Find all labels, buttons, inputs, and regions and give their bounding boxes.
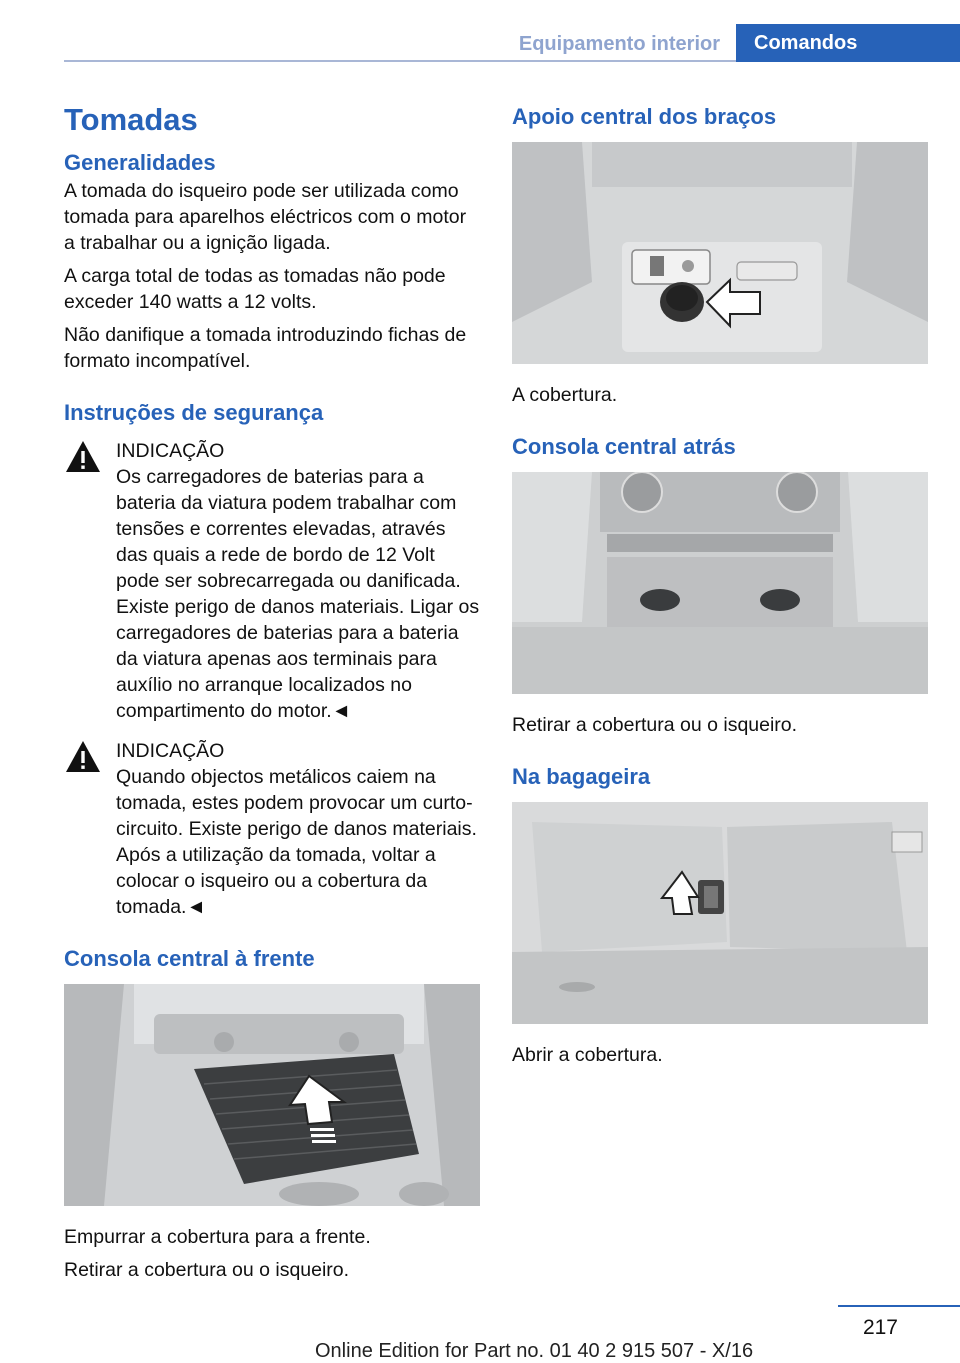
rear-caption: Retirar a cobertura ou o isqueiro. <box>512 714 798 736</box>
armrest-heading: Apoio central dos braços <box>512 104 777 129</box>
safety-heading: Instruções de segurança <box>64 400 324 425</box>
header-section-tab: Equipamento interior <box>518 33 720 55</box>
page-title: Tomadas <box>64 102 198 137</box>
trunk-heading: Na bagageira <box>512 764 651 789</box>
right-column <box>512 100 928 1075</box>
rear-console-heading: Consola central atrás <box>512 434 736 459</box>
warning-icon <box>64 738 102 776</box>
page-number: 217 <box>862 1316 898 1339</box>
front-console-heading: Consola central à frente <box>64 946 315 971</box>
header-chapter-tab: Comandos <box>736 24 960 62</box>
general-heading: Generalidades <box>64 150 216 175</box>
front-console-photo <box>64 984 480 1206</box>
front-caption-2: Retirar a cobertura ou o isqueiro. <box>64 1259 350 1281</box>
edition-footer: Online Edition for Part no. 01 40 2 915 507 - X/16 <box>315 1340 754 1362</box>
general-paragraph-3: Não danifique a tomada introduzindo fichas de formato incompatível. <box>64 324 467 372</box>
trunk-photo <box>512 802 928 1024</box>
warning-icon <box>64 438 102 476</box>
header-rule <box>64 60 736 62</box>
warning-block-1 <box>64 438 480 724</box>
armrest-photo <box>512 142 928 364</box>
front-caption-1: Empurrar a cobertura para a frente. <box>64 1226 371 1248</box>
trunk-caption: Abrir a cobertura. <box>512 1044 663 1066</box>
general-paragraph-1: A tomada do isqueiro pode ser utilizada como tomada para aparelhos eléctricos com o motor a trabalhar ou a ignição ligada. <box>64 180 467 254</box>
left-column <box>64 100 480 1290</box>
warning-label-2: INDICAÇÃO <box>116 740 225 762</box>
general-paragraph-2: A carga total de todas as tomadas não pode exceder 140 watts a 12 volts. <box>64 265 446 313</box>
footer-rule <box>838 1305 960 1307</box>
warning-text-1: Os carregadores de baterias para a bateria da viatura podem trabalhar com tensões e correntes elevadas, através das quais a rede de bordo de 12 Volt pode ser sobrecarregada ou danificada. Existe perigo de danos materiais. Ligar os carregadores de baterias para a bateria da viatura apenas aos terminais para auxílio no arranque localizados no compartimento do motor.◄ <box>116 466 480 722</box>
warning-text-2: Quando objectos metálicos caiem na tomada, estes podem provocar um curto-circuito. Existe perigo de danos materiais. Após a utilização da tomada, voltar a colocar o isqueiro ou a cobertura da tomada.◄ <box>116 766 477 918</box>
warning-label-1: INDICAÇÃO <box>116 440 225 462</box>
armrest-caption: A cobertura. <box>512 384 618 406</box>
warning-block-2 <box>64 738 480 920</box>
rear-console-photo <box>512 472 928 694</box>
